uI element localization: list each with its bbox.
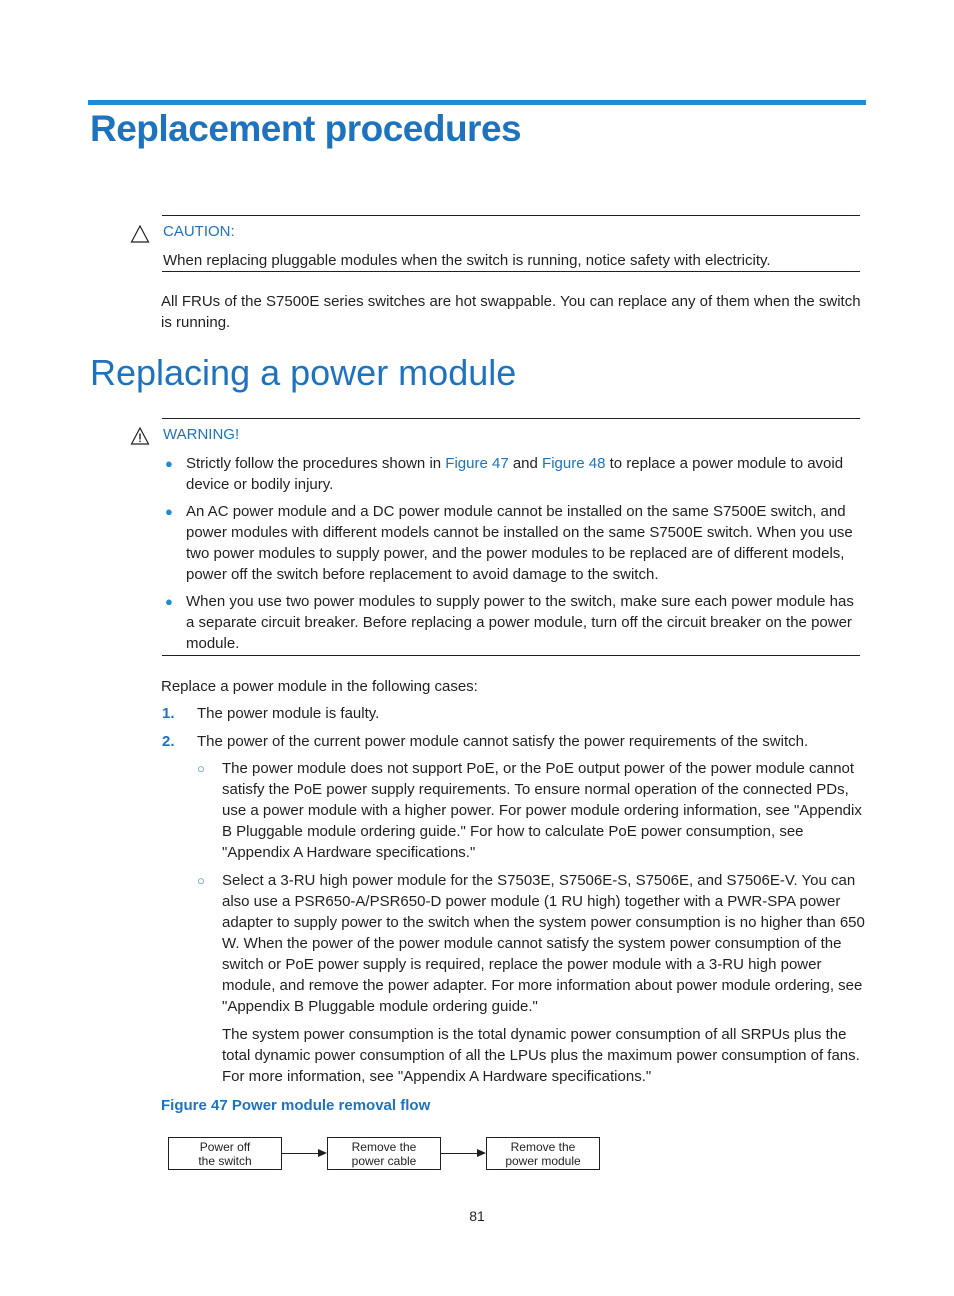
flow-step-3-line1: Remove the [510, 1139, 576, 1154]
warning-bullet-1-mid: and [508, 455, 543, 472]
step-1-number: 1. [162, 705, 175, 722]
step-2-text: The power of the current power module cannot satisfy the power requirements of the switch. [197, 733, 809, 750]
cases-intro: Replace a power module in the following cases: [161, 678, 478, 695]
flow-arrow-2-head-icon [477, 1149, 486, 1157]
flow-arrow-1-line [282, 1153, 319, 1154]
caution-top-rule [162, 215, 860, 216]
flow-step-power-off [168, 1137, 282, 1170]
flow-step-remove-module [486, 1137, 600, 1170]
caution-label: CAUTION: [163, 223, 235, 240]
figure-caption: Figure 47 Power module removal flow [161, 1097, 431, 1114]
sub-item-1-text: The power module does not support PoE, or the PoE output power of the power module cannot satisfy the PoE power supply requirements. To ensure normal operation of the connected PDs, use a power module with a higher power. For power module ordering information, see "Appendix B Pluggable module ordering guide." For how to calculate PoE power consumption, see "Appendix A Hardware specifications." [222, 760, 862, 861]
flow-step-1-line2: the switch [198, 1153, 252, 1168]
intro-paragraph: All FRUs of the S7500E series switches are hot swappable. You can replace any of them when the switch is running. [161, 293, 861, 331]
sub-bullet-icon: ○ [197, 761, 205, 776]
bullet-icon: ● [165, 594, 173, 609]
caution-bottom-rule [162, 271, 860, 272]
warning-bullet-2-text: An AC power module and a DC power module cannot be installed on the same S7500E switch, and power modules with different models cannot be installed on the same S7500E switch. When you use two power modules to supply power, and the power modules to be replaced are of different models, power off the switch before replacement to avoid damage to the switch. [186, 503, 853, 583]
bullet-icon: ● [165, 504, 173, 519]
chapter-title: Replacement procedures [90, 108, 522, 149]
caution-text: When replacing pluggable modules when the switch is running, notice safety with electricity. [163, 252, 771, 269]
flow-step-1-line1: Power off [199, 1139, 251, 1154]
warning-bullet-list [162, 453, 862, 660]
warning-label: WARNING! [163, 426, 240, 443]
warning-top-rule [162, 418, 860, 419]
warning-bullet-3-text: When you use two power modules to supply power to the switch, make sure each power module has a separate circuit breaker. Before replacing a power module, turn off the circuit breaker on the power module. [186, 593, 854, 652]
sub-bullet-icon: ○ [197, 873, 205, 888]
page-number: 81 [469, 1208, 485, 1224]
warning-bullet-1-post: to replace a power module to avoid device or bodily injury. [186, 455, 844, 493]
warning-bullet-1-pre: Strictly follow the procedures shown in [186, 455, 446, 472]
sub-item-2-note: The system power consumption is the total dynamic power consumption of all SRPUs plus the total dynamic power consumption of all the LPUs plus the maximum power consumption of fans. For more information, see "Appendix A Hardware specifications." [222, 1026, 860, 1085]
sub-item-1 [197, 758, 867, 863]
step-1-text: The power module is faulty. [197, 705, 380, 722]
warning-bottom-rule [162, 655, 860, 656]
flow-step-2-line1: Remove the [351, 1139, 417, 1154]
flow-step-remove-cable [327, 1137, 441, 1170]
section-title: Replacing a power module [90, 352, 517, 393]
caution-triangle-icon [130, 224, 150, 244]
figure-48-link[interactable]: Figure 48 [542, 455, 606, 472]
flow-arrow-1-head-icon [318, 1149, 327, 1157]
warning-bullet-1 [162, 453, 862, 495]
step-2-number: 2. [162, 733, 175, 750]
sub-item-2 [197, 870, 867, 1017]
warning-bullet-2 [162, 501, 862, 585]
figure-47-link[interactable]: Figure 47 [445, 455, 509, 472]
flow-arrow-2-line [441, 1153, 478, 1154]
step-2 [162, 731, 862, 752]
warning-triangle-icon [130, 426, 150, 446]
flow-step-3-line2: power module [505, 1153, 581, 1168]
chapter-title-rule [88, 100, 866, 105]
sub-item-2-text: Select a 3-RU high power module for the S7503E, S7506E-S, S7506E, and S7506E-V. You can also use a PSR650-A/PSR650-D power module (1 RU high) together with a PWR-SPA power adapter to supply power to the switch when the system power consumption is no higher than 650 W. When the power of the power module cannot satisfy the system power consumption of the switch or PoE power supply is required, replace the power module with a 3-RU high power module, and remove the power adapter. For more information about power module ordering, see "Appendix B Pluggable module ordering guide." [222, 872, 865, 1015]
step-1 [162, 703, 862, 724]
warning-bullet-3 [162, 591, 862, 654]
bullet-icon: ● [165, 456, 173, 471]
flow-step-2-line2: power cable [351, 1153, 417, 1168]
